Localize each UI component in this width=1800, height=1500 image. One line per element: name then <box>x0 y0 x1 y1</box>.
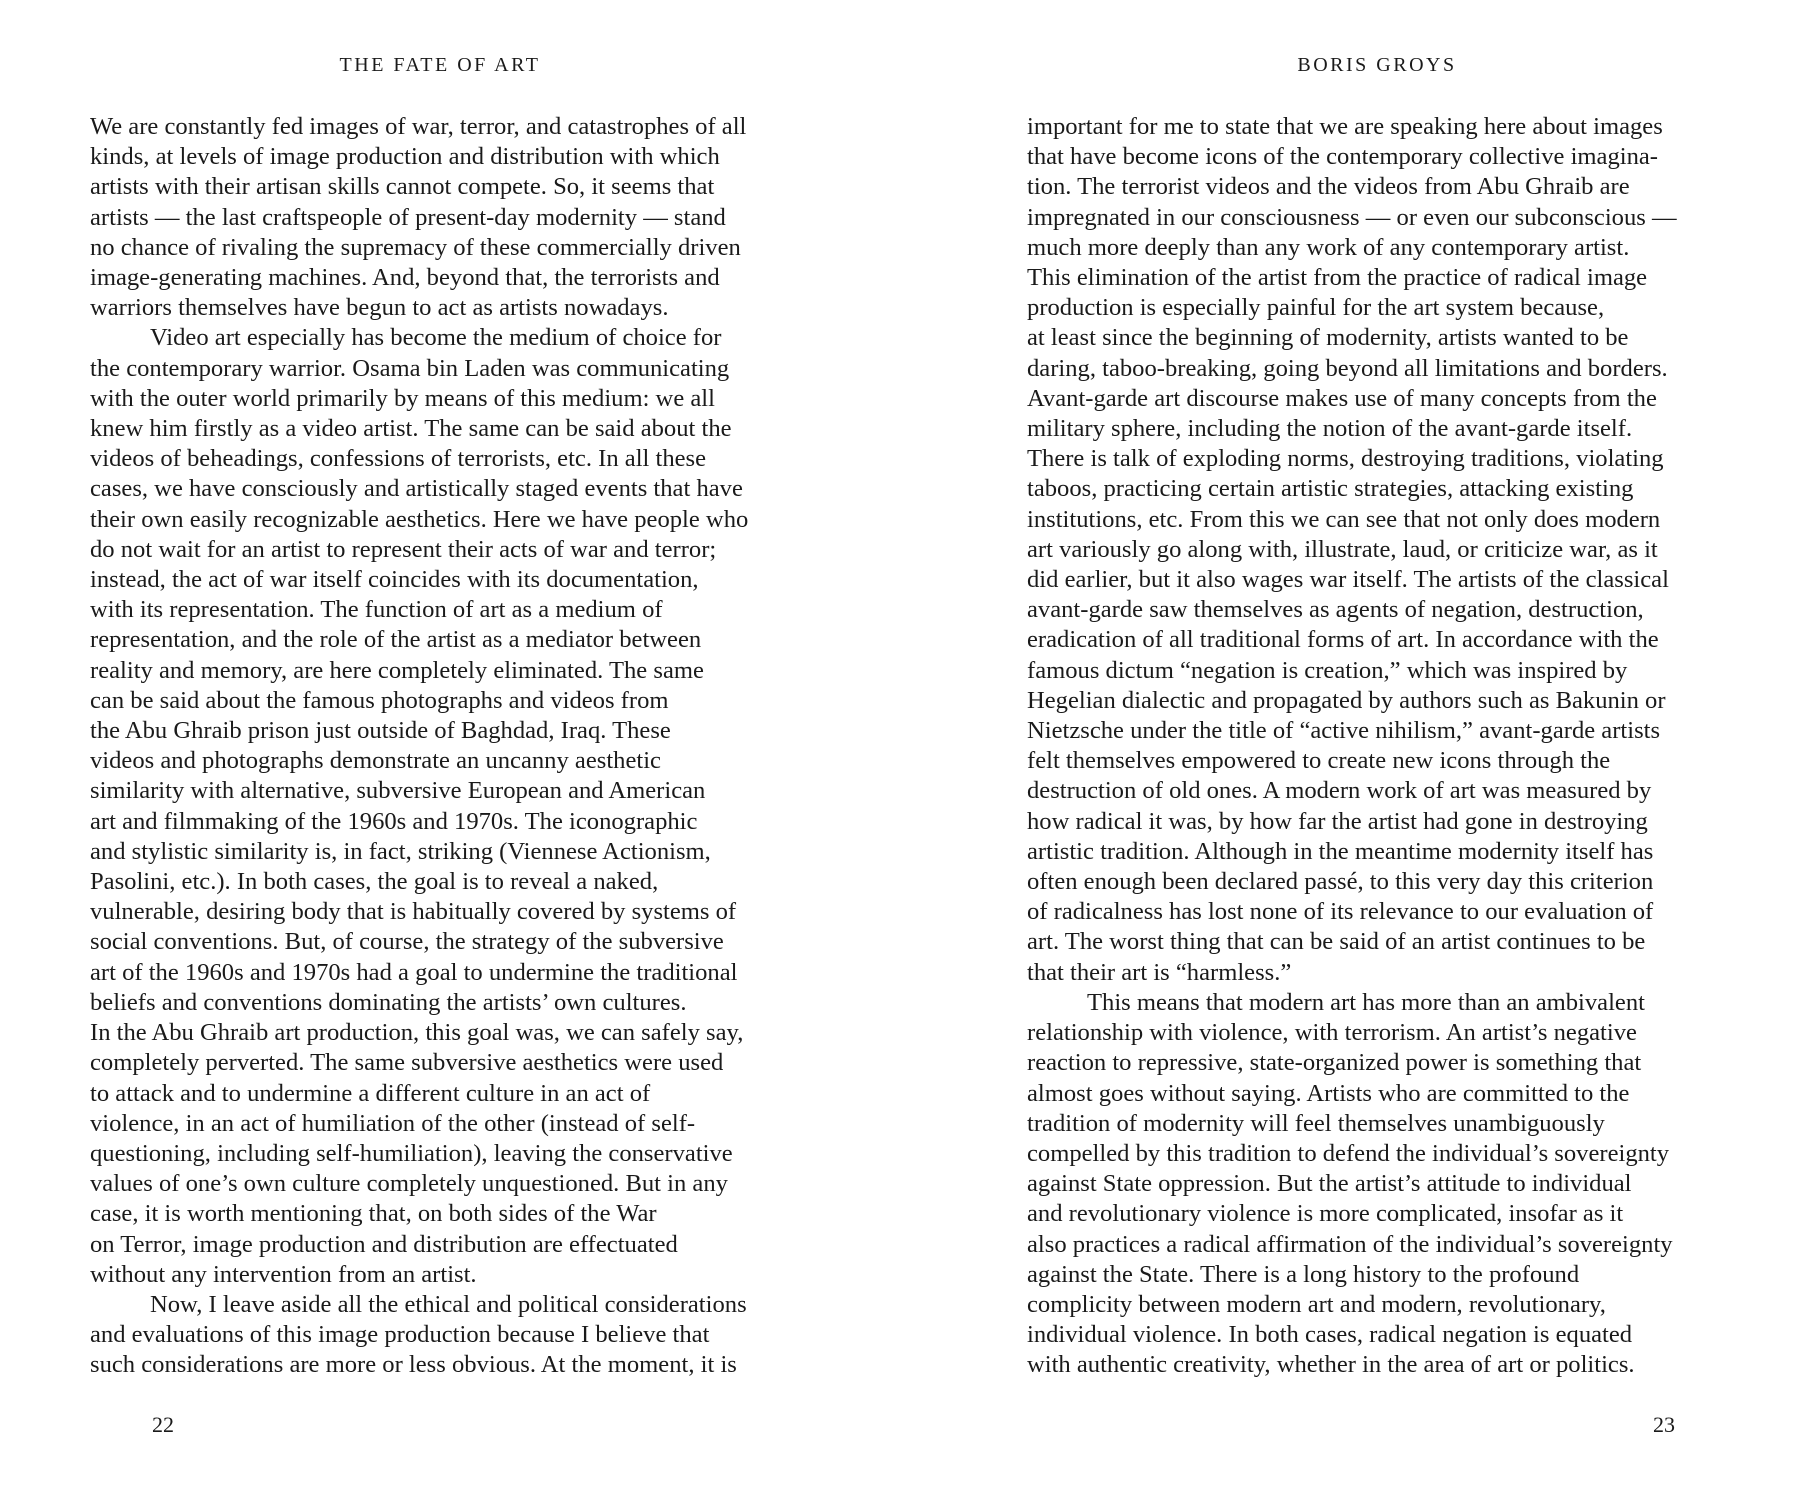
text-line: videos and photographs demonstrate an uncanny aesthetic <box>90 747 661 775</box>
text-line: important for me to state that we are speaking here about images <box>1027 113 1663 140</box>
text-line: against the State. There is a long history to the profound <box>1027 1260 1580 1288</box>
running-head-left: THE FATE OF ART <box>339 54 541 76</box>
text-line: Now, I leave aside all the ethical and political considerations <box>150 1290 747 1318</box>
text-line: how radical it was, by how far the artist had gone in destroying <box>1027 807 1648 835</box>
text-line: production is especially painful for the art system because, <box>1027 294 1605 322</box>
text-line: and revolutionary violence is more complicated, insofar as it <box>1027 1200 1624 1228</box>
text-line: with the outer world primarily by means of this medium: we all <box>90 384 715 412</box>
text-line: also practices a radical affirmation of the individual’s sovereignty <box>1027 1230 1673 1258</box>
text-line: at least since the beginning of modernity, artists wanted to be <box>1027 324 1629 352</box>
text-line: with authentic creativity, whether in the area of art or politics. <box>1027 1351 1635 1379</box>
text-line: values of one’s own culture completely unquestioned. But in any <box>90 1170 728 1198</box>
text-line: This elimination of the artist from the practice of radical image <box>1027 264 1648 292</box>
text-line: avant-garde saw themselves as agents of negation, destruction, <box>1027 596 1644 624</box>
text-line: almost goes without saying. Artists who are committed to the <box>1027 1079 1630 1107</box>
text-line: knew him firstly as a video artist. The same can be said about the <box>90 415 732 443</box>
text-line: Video art especially has become the medium of choice for <box>150 324 722 352</box>
text-line: Hegelian dialectic and propagated by authors such as Bakunin or <box>1027 686 1666 714</box>
text-line: that have become icons of the contemporary collective imagina- <box>1027 143 1658 171</box>
text-line: tradition of modernity will feel themselves unambiguously <box>1027 1109 1605 1137</box>
text-line: art variously go along with, illustrate, laud, or criticize war, as it <box>1027 535 1658 563</box>
text-line: warriors themselves have begun to act as artists nowadays. <box>90 294 669 322</box>
text-line: of radicalness has lost none of its relevance to our evaluation of <box>1027 898 1654 926</box>
text-line: daring, taboo-breaking, going beyond all limitations and borders. <box>1027 354 1668 382</box>
text-line: that their art is “harmless.” <box>1027 958 1292 986</box>
text-line: much more deeply than any work of any contemporary artist. <box>1027 233 1630 261</box>
text-line: the contemporary warrior. Osama bin Laden was communicating <box>90 354 730 382</box>
text-line: with its representation. The function of art as a medium of <box>90 596 663 624</box>
text-line: case, it is worth mentioning that, on both sides of the War <box>90 1200 657 1228</box>
text-line: against State oppression. But the artist’s attitude to individual <box>1027 1170 1632 1198</box>
page-number-left: 22 <box>152 1412 174 1437</box>
text-line: famous dictum “negation is creation,” which was inspired by <box>1027 656 1628 684</box>
text-line: to attack and to undermine a different culture in an act of <box>90 1079 651 1107</box>
left-page <box>90 0 830 1500</box>
text-line: Pasolini, etc.). In both cases, the goal is to reveal a naked, <box>90 868 659 896</box>
text-line: impregnated in our consciousness — or even our subconscious — <box>1027 203 1677 231</box>
text-line: In the Abu Ghraib art production, this goal was, we can safely say, <box>90 1019 744 1047</box>
text-line: destruction of old ones. A modern work of art was measured by <box>1027 777 1652 805</box>
text-line: instead, the act of war itself coincides with its documentation, <box>90 566 699 594</box>
text-line: tion. The terrorist videos and the videos from Abu Ghraib are <box>1027 173 1630 201</box>
text-line: and stylistic similarity is, in fact, striking (Viennese Actionism, <box>90 837 711 865</box>
text-line: do not wait for an artist to represent their acts of war and terror; <box>90 535 717 563</box>
text-line: individual violence. In both cases, radical negation is equated <box>1027 1321 1633 1349</box>
text-line: image-generating machines. And, beyond that, the terrorists and <box>90 264 720 292</box>
page-number-right: 23 <box>1653 1412 1675 1437</box>
text-line: the Abu Ghraib prison just outside of Baghdad, Iraq. These <box>90 717 671 745</box>
text-line: cases, we have consciously and artistically staged events that have <box>90 475 743 503</box>
text-line: institutions, etc. From this we can see that not only does modern <box>1027 505 1661 533</box>
text-line: compelled by this tradition to defend the individual’s sovereignty <box>1027 1139 1670 1167</box>
text-line: beliefs and conventions dominating the artists’ own cultures. <box>90 988 687 1016</box>
text-line: artists with their artisan skills cannot compete. So, it seems that <box>90 173 715 201</box>
text-line: art. The worst thing that can be said of an artist continues to be <box>1027 928 1646 956</box>
right-page-body-text <box>1027 112 1727 1381</box>
text-line: can be said about the famous photographs and videos from <box>90 686 669 714</box>
text-line: videos of beheadings, confessions of terrorists, etc. In all these <box>90 445 707 473</box>
text-line: similarity with alternative, subversive European and American <box>90 777 706 805</box>
text-line: reality and memory, are here completely eliminated. The same <box>90 656 704 684</box>
text-line: art of the 1960s and 1970s had a goal to undermine the traditional <box>90 958 738 986</box>
text-line: on Terror, image production and distribution are effectuated <box>90 1230 678 1258</box>
text-line: eradication of all traditional forms of art. In accordance with the <box>1027 626 1659 654</box>
text-line: complicity between modern art and modern, revolutionary, <box>1027 1290 1606 1318</box>
text-line: Nietzsche under the title of “active nihilism,” avant-garde artists <box>1027 717 1661 745</box>
text-line: often enough been declared passé, to this very day this criterion <box>1027 868 1654 896</box>
text-line: art and filmmaking of the 1960s and 1970s. The iconographic <box>90 807 698 835</box>
text-line: relationship with violence, with terrorism. An artist’s negative <box>1027 1019 1637 1047</box>
text-line: questioning, including self-humiliation), leaving the conservative <box>90 1139 733 1167</box>
text-line: taboos, practicing certain artistic strategies, attacking existing <box>1027 475 1634 503</box>
text-line: artistic tradition. Although in the meantime modernity itself has <box>1027 837 1654 865</box>
text-line: social conventions. But, of course, the strategy of the subversive <box>90 928 724 956</box>
text-line: and evaluations of this image production because I believe that <box>90 1321 710 1349</box>
text-line: We are constantly fed images of war, terror, and catastrophes of all <box>90 113 747 140</box>
text-line: vulnerable, desiring body that is habitually covered by systems of <box>90 898 737 926</box>
text-line: their own easily recognizable aesthetics. Here we have people who <box>90 505 749 533</box>
text-line: without any intervention from an artist. <box>90 1260 477 1288</box>
text-line: representation, and the role of the artist as a mediator between <box>90 626 702 654</box>
left-page-body-text <box>90 112 830 1381</box>
text-line: felt themselves empowered to create new icons through the <box>1027 747 1611 775</box>
running-head-right: BORIS GROYS <box>1297 54 1457 76</box>
text-line: kinds, at levels of image production and distribution with which <box>90 143 720 171</box>
text-line: reaction to repressive, state-organized power is something that <box>1027 1049 1642 1077</box>
text-line: such considerations are more or less obvious. At the moment, it is <box>90 1351 737 1379</box>
text-line: violence, in an act of humiliation of the other (instead of self- <box>90 1109 696 1137</box>
text-line: military sphere, including the notion of the avant-garde itself. <box>1027 415 1633 443</box>
text-line: This means that modern art has more than an ambivalent <box>1087 988 1645 1016</box>
text-line: completely perverted. The same subversive aesthetics were used <box>90 1049 724 1077</box>
text-line: Avant-garde art discourse makes use of many concepts from the <box>1027 384 1657 412</box>
text-line: artists — the last craftspeople of present-day modernity — stand <box>90 203 726 231</box>
text-line: no chance of rivaling the supremacy of these commercially driven <box>90 233 741 261</box>
text-line: There is talk of exploding norms, destroying traditions, violating <box>1027 445 1664 473</box>
text-line: did earlier, but it also wages war itself. The artists of the classical <box>1027 566 1669 594</box>
right-page <box>1027 0 1727 1500</box>
